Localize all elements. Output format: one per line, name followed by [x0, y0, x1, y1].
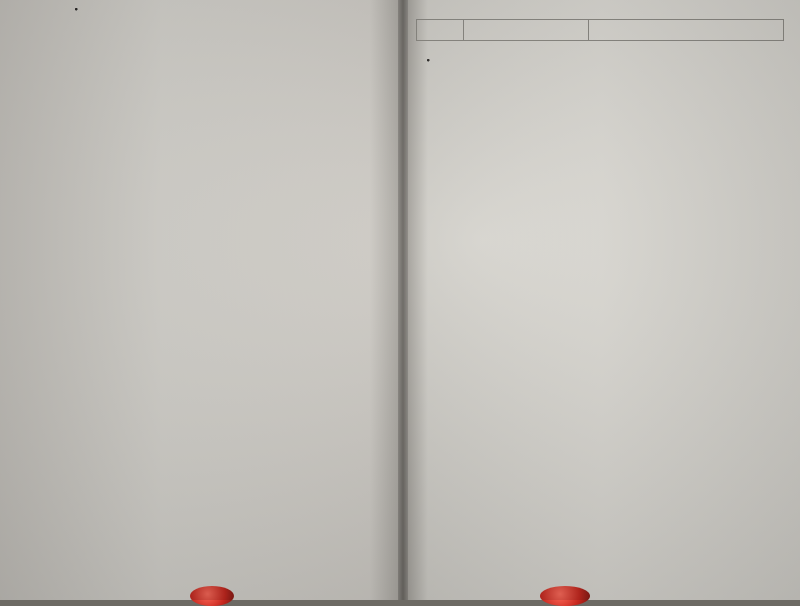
right-page-content: [424, 12, 776, 56]
book-gutter: [398, 0, 408, 600]
left-page-content: [72, 2, 387, 5]
right-page: [404, 0, 800, 600]
fingernail-left: [190, 586, 234, 606]
left-page: [0, 0, 402, 600]
fingernail-right: [540, 586, 590, 606]
